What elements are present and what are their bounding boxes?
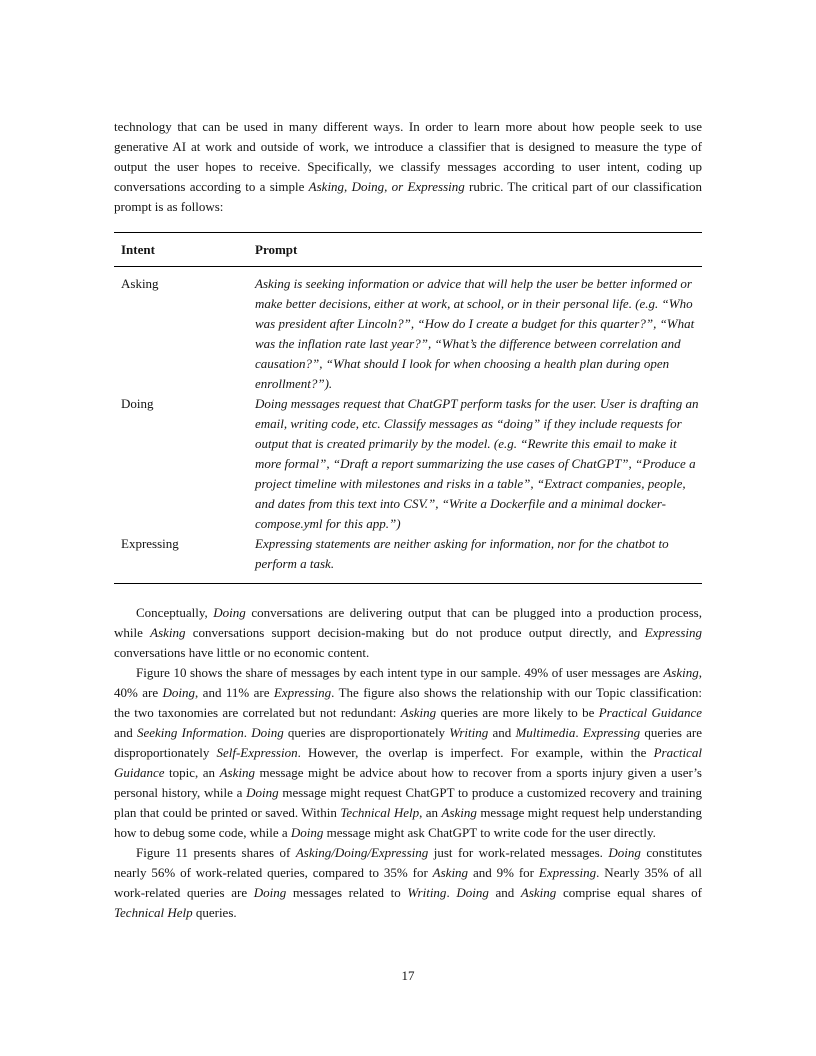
text-segment: Multimedia <box>515 725 576 740</box>
text-segment: and <box>488 885 521 900</box>
text-segment: conversations are delivering output that can be plugged into a production process, while <box>114 605 702 640</box>
text-segment: message might request ChatGPT to produce a customized recovery and training plan that could be printed or saved. Within <box>114 785 702 820</box>
text-segment: Expressing <box>538 865 597 880</box>
text-segment: Doing <box>608 845 641 860</box>
text-segment: rubric. The critical part of our classification prompt is as follows: <box>114 179 703 214</box>
text-segment: queries are more likely to be <box>436 705 599 720</box>
text-segment: and <box>488 725 516 740</box>
text-segment: Practical Guidance <box>114 745 702 780</box>
text-segment: topic, an <box>164 765 220 780</box>
text-segment: Practical Guidance <box>598 705 703 720</box>
table-row-doing <box>114 394 702 534</box>
text-segment: Asking <box>663 665 699 680</box>
text-segment: , an <box>419 805 442 820</box>
text-column <box>114 117 702 923</box>
text-segment: Writing <box>449 725 489 740</box>
text-segment: Doing <box>213 605 246 620</box>
text-segment: Asking/Doing/Expressing <box>295 845 429 860</box>
text-segment: Asking <box>400 705 437 720</box>
text-segment: Doing <box>251 725 284 740</box>
text-segment: and 9% for <box>468 865 539 880</box>
table-header-row <box>114 233 702 267</box>
page-number: 17 <box>401 968 415 983</box>
prompt-cell: Doing messages request that ChatGPT perform tasks for the user. User is drafting an email, writing code, etc. Classify messages as “doing” if they include requests for output that is created primarily by the model. (e.g. “Rewrite this email to make it more formal”, “Draft a report summarizing the use cases of ChatGPT”, “Produce a project timeline with milestones and risks in a table”, “Extract companies, people, and dates from this text into CSV.”, “Write a Dockerfile and a minimal docker-compose.yml for this app.”) <box>255 396 699 531</box>
text-segment: Conceptually, <box>136 605 214 620</box>
intent-cell: Asking <box>121 276 159 291</box>
text-segment: Doing <box>456 885 489 900</box>
table-row-asking <box>114 267 702 395</box>
text-segment: . <box>575 725 583 740</box>
body-paragraph <box>114 603 702 663</box>
text-segment: queries are disproportionately <box>283 725 450 740</box>
text-segment: , and 11% are <box>195 685 274 700</box>
text-segment: and <box>114 725 137 740</box>
text-segment: message might be advice about how to recover from a sports injury given a user’s personal history, while a <box>114 765 702 800</box>
text-segment: Figure 10 shows the share of messages by each intent type in our sample. 49% of user messages are <box>136 665 664 680</box>
text-segment: message might request help understanding how to debug some code, while a <box>114 805 702 840</box>
text-segment: , 40% are <box>114 665 702 700</box>
text-segment: Doing <box>253 885 287 900</box>
text-segment: Writing <box>407 885 447 900</box>
text-segment: Doing <box>246 785 279 800</box>
text-segment: technology that can be used in many different ways. In order to learn more about how people seek to use generative AI at work and outside of work, we introduce a classifier that is designed to measure the type of output the user hopes to receive. Specifically, we classify messages according to user intent, coding up conversations according to a simple <box>114 119 702 194</box>
text-segment: Asking <box>219 765 255 780</box>
text-segment: constitutes nearly 56% of work-related queries, compared to 35% for <box>114 845 703 880</box>
text-segment: conversations support decision-making but do not produce output directly, and <box>185 625 645 640</box>
text-segment: Expressing <box>273 685 332 700</box>
text-segment: Seeking Information <box>136 725 244 740</box>
text-segment: comprise equal shares of <box>556 885 702 900</box>
text-segment: . The figure also shows the relationship with our Topic classification: the two taxonomies are correlated but not redundant: <box>114 685 702 720</box>
table-header-prompt: Prompt <box>248 233 702 267</box>
text-segment: . <box>243 725 252 740</box>
body-paragraph <box>114 663 702 843</box>
text-segment: Expressing <box>582 725 641 740</box>
table-header-intent: Intent <box>114 233 248 267</box>
text-segment: Asking, Doing, or Expressing <box>308 179 465 194</box>
text-segment: Technical Help <box>114 905 193 920</box>
text-segment: Doing <box>290 825 324 840</box>
text-segment: Figure 11 presents shares of <box>136 845 296 860</box>
prompt-cell: Asking is seeking information or advice that will help the user be better informed or make better decisions, either at work, at school, or in their personal life. (e.g. “Who was president after Lincoln?”, “How do I create a budget for this quarter?”, “What was the inflation rate last year?”, “What’s the difference between correlation and causation?”, “What should I look for when choosing a health plan during open enrollment?”). <box>255 276 695 391</box>
text-segment: Asking <box>441 805 477 820</box>
text-segment: Self-Expression <box>216 745 298 760</box>
text-segment: Technical Help <box>340 805 420 820</box>
text-segment: conversations have little or no economic content. <box>114 645 370 660</box>
prompt-cell: Expressing statements are neither asking for information, nor for the chatbot to perform a task. <box>255 536 669 571</box>
intent-cell: Expressing <box>121 536 179 551</box>
text-segment: . Nearly 35% of all work-related queries are <box>114 865 702 900</box>
text-segment: . However, the overlap is imperfect. For example, within the <box>297 745 654 760</box>
text-segment: Expressing <box>644 625 702 640</box>
body-paragraph <box>114 117 702 217</box>
text-segment: queries. <box>192 905 237 920</box>
text-segment: queries are disproportionately <box>114 725 702 760</box>
text-segment: . <box>446 885 457 900</box>
text-segment: Asking <box>520 885 557 900</box>
intent-rubric-table <box>114 232 702 584</box>
text-segment: Doing <box>162 685 196 700</box>
text-segment: messages related to <box>286 885 408 900</box>
text-segment: message might ask ChatGPT to write code for the user directly. <box>323 825 656 840</box>
table-row-expressing <box>114 534 702 584</box>
text-segment: Asking <box>432 865 469 880</box>
body-paragraph <box>114 843 702 923</box>
text-segment: just for work-related messages. <box>428 845 609 860</box>
intent-cell: Doing <box>121 396 154 411</box>
text-segment: Asking <box>150 625 186 640</box>
